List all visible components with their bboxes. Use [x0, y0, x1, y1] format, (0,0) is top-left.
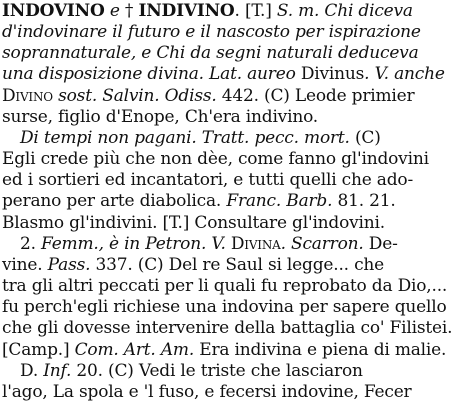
entry-line-6: surse, figlio d'Enope, Ch'era indivino. — [2, 106, 319, 127]
tag-camp: [Camp.] — [2, 339, 75, 360]
entry-line-12 — [20, 234, 398, 255]
entry-line-10 — [2, 191, 396, 212]
entry-line-14: tra gli altri peccati per li quali fu reprobato da Dio,... — [2, 276, 448, 297]
sense-number: 2. — [20, 233, 42, 254]
quote-triste: 20. (C) Vedi le triste che lasciaron — [71, 360, 363, 381]
headword-variant: INDIVINO — [138, 1, 235, 21]
hyphen-start: De- — [363, 233, 398, 254]
cross-ref-divina: Divina — [230, 233, 281, 254]
entry-line-9: ed i sortieri ed incantatori, e tutti quelli che ado- — [2, 170, 413, 191]
quote-end: perano per arte diabolica. — [2, 191, 227, 212]
citation-author: Franc. Barb. — [226, 191, 333, 212]
source-mark: (C) — [349, 127, 381, 148]
entry-line-18 — [20, 361, 363, 382]
entry-line-16: che gli dovesse intervenire della battaglia co' Filistei. — [2, 318, 453, 339]
citation-source: sost. Salvin. Odiss. — [52, 85, 222, 106]
author-d: D. — [20, 360, 44, 381]
citation-scarron: . Scarron. — [280, 233, 364, 254]
cross-ref-divino: Divino — [2, 85, 53, 106]
sense-label: Di tempi non pagani. Tratt. pecc. mort. — [20, 127, 350, 148]
quote-indivina: Era indivina e piena di malie. — [194, 339, 447, 360]
entry-line-8: Egli crede più che non dèe, come fanno gl'indovini — [2, 149, 429, 170]
see-also: . V. anche — [364, 64, 445, 85]
entry-line-1 — [2, 1, 413, 22]
tag-t: . [T.] — [234, 1, 277, 21]
quote-start: . (C) Leode primier — [253, 85, 415, 106]
citation-pass: Pass. — [47, 254, 91, 275]
entry-line-3: soprannaturale, e Chi da segni naturali deduceva — [2, 43, 419, 64]
citation-inf: Inf. — [43, 360, 72, 381]
entry-line-2: d'indovinare il futuro e il nascosto per ispirazione — [2, 22, 421, 43]
dagger-mark: † — [124, 1, 134, 21]
definition-end: una disposizione divina. Lat. aureo — [2, 64, 301, 85]
citation-com: Com. Art. Am. — [74, 339, 195, 360]
headword-conjunction: e — [104, 1, 125, 21]
quote-saul: 337. (C) Del re Saul si legge... che — [90, 254, 385, 275]
headword: INDOVINO — [2, 1, 105, 21]
sense-note: Femm., è in Petron. V. — [41, 233, 231, 254]
citation-number: 442 — [221, 85, 254, 106]
word-devine: vine. — [2, 254, 48, 275]
definition-start: S. m. Chi diceva — [276, 1, 413, 21]
entry-line-4 — [2, 64, 445, 85]
entry-line-13 — [2, 255, 384, 276]
entry-line-5 — [2, 86, 414, 107]
citation-ref: 81. 21. — [332, 191, 396, 212]
entry-line-11: Blasmo gl'indivini. [T.] Consultare gl'indovini. — [2, 212, 385, 233]
latin-word: Divinus — [300, 64, 365, 85]
entry-line-15: fu perch'egli richiese una indovina per sapere quello — [2, 297, 447, 318]
entry-line-7 — [20, 128, 381, 149]
entry-line-17 — [2, 340, 446, 361]
entry-line-19: l'ago, La spola e 'l fuso, e fecersi indovine, Fecer — [2, 381, 412, 402]
